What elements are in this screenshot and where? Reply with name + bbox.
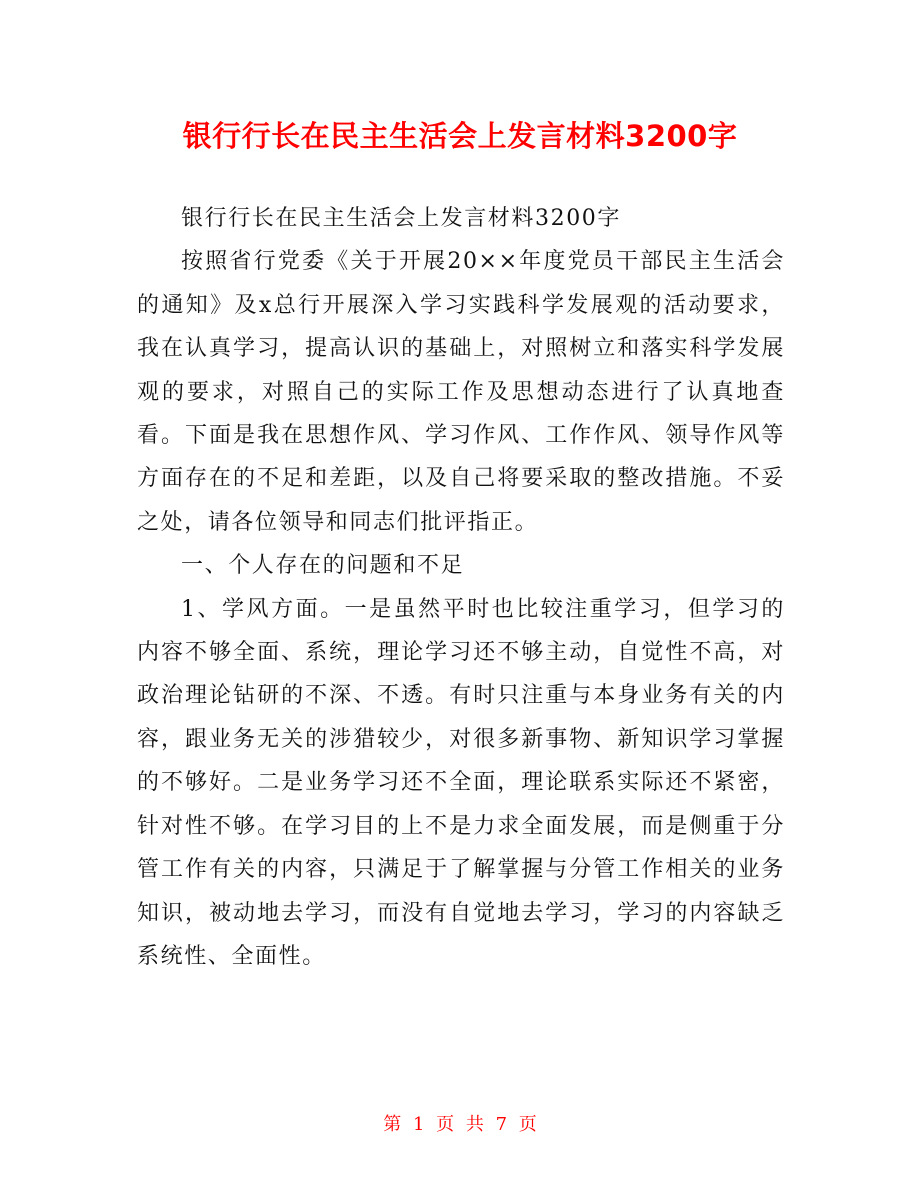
document-body xyxy=(137,197,785,978)
section-heading: 一、个人存在的问题和不足 xyxy=(181,553,465,579)
paragraph-intro: 按照省行党委《关于开展20××年度党员干部民主生活会的通知》及x总行开展深入学习实践科学发展观的活动要求，我在认真学习，提高认识的基础上，对照树立和落实科学发展观的要求，对照自己的实际工作及思想动态进行了认真地查看。下面是我在思想作风、学习作风、工作作风、领导作风等方面存在的不足和差距，以及自己将要采取的整改措施。不妥之处，请各位领导和同志们批评指正。 xyxy=(137,249,785,535)
paragraph-subtitle: 银行行长在民主生活会上发言材料3200字 xyxy=(181,206,621,231)
page-number-footer: 第 1 页 共 7 页 xyxy=(383,1114,537,1135)
document-title: 银行行长在民主生活会上发言材料3200字 xyxy=(182,119,738,153)
paragraph-study-style: 1、学风方面。一是虽然平时也比较注重学习，但学习的内容不够全面、系统，理论学习还不够主动，自觉性不高，对政治理论钻研的不深、不透。有时只注重与本身业务有关的内容，跟业务无关的涉猎较少，对很多新事物、新知识学习掌握的不够好。二是业务学习还不全面，理论联系实际还不紧密，针对性不够。在学习目的上不是力求全面发展，而是侧重于分管工作有关的内容，只满足于了解掌握与分管工作相关的业务知识，被动地去学习，而没有自觉地去学习，学习的内容缺乏系统性、全面性。 xyxy=(137,596,785,969)
